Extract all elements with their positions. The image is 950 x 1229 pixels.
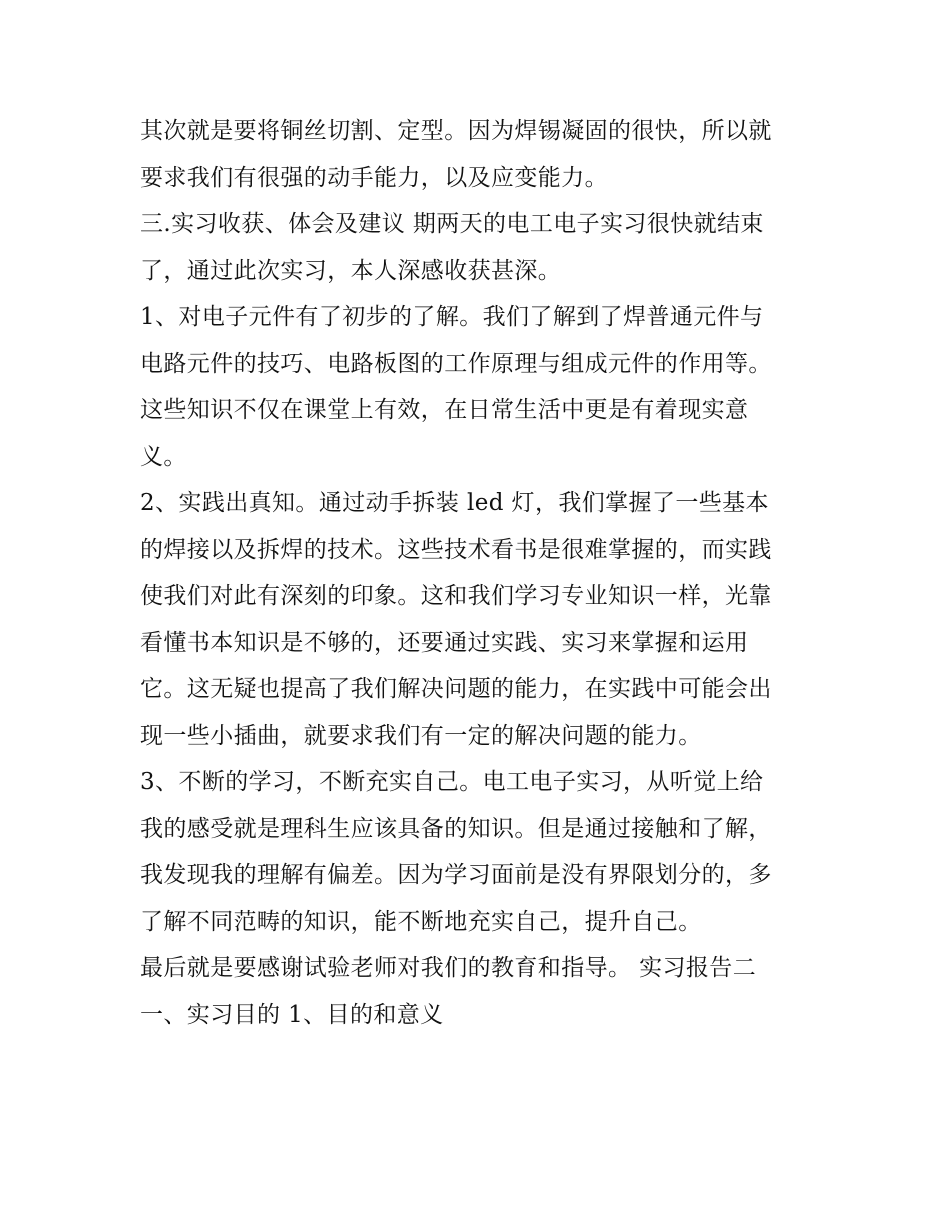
text-line: 我的感受就是理科生应该具备的知识。但是通过接触和了解， xyxy=(140,815,772,842)
text-line: 这些知识不仅在课堂上有效，在日常生活中更是有着现实意 xyxy=(140,397,749,423)
list-item-3-line: 3、不断的学习，不断充实自己。电工电子实习，从听觉上给 xyxy=(140,769,764,795)
text-line: 其次就是要将铜丝切割、定型。因为焊锡凝固的很快，所以就 xyxy=(140,118,772,144)
text-line: 电路元件的技巧、电路板图的工作原理与组成元件的作用等。 xyxy=(140,350,772,377)
text-line: 最后就是要感谢试验老师对我们的教育和指导。 实习报告二 xyxy=(140,955,757,981)
list-item-2-line: 2、实践出真知。通过动手拆装 led 灯，我们掌握了一些基本 xyxy=(140,490,769,516)
text-line: 的焊接以及拆焊的技术。这些技术看书是很难掌握的，而实践 xyxy=(140,536,772,563)
text-line: 看懂书本知识是不够的，还要通过实践、实习来掌握和运用 xyxy=(140,629,749,656)
text-line: 我发现我的理解有偏差。因为学习面前是没有界限划分的，多 xyxy=(140,862,772,888)
text-line: 了，通过此次实习，本人深感收获甚深。 xyxy=(140,257,562,284)
text-line: 义。 xyxy=(140,443,187,470)
text-line: 使我们对此有深刻的印象。这和我们学习专业知识一样，光靠 xyxy=(140,583,772,609)
section-heading-line: 三.实习收获、体会及建议 期两天的电工电子实习很快就结束 xyxy=(140,211,764,237)
section-heading-line: 一、实习目的 1、目的和意义 xyxy=(140,1001,444,1028)
list-item-1-line: 1、对电子元件有了初步的了解。我们了解到了焊普通元件与 xyxy=(140,304,764,330)
text-line: 它。这无疑也提高了我们解决问题的能力，在实践中可能会出 xyxy=(140,676,772,702)
text-line: 现一些小插曲，就要求我们有一定的解决问题的能力。 xyxy=(140,722,702,749)
text-line: 了解不同范畴的知识，能不断地充实自己，提升自己。 xyxy=(140,908,702,935)
text-line: 要求我们有很强的动手能力，以及应变能力。 xyxy=(140,164,608,191)
body-text xyxy=(140,108,820,1038)
